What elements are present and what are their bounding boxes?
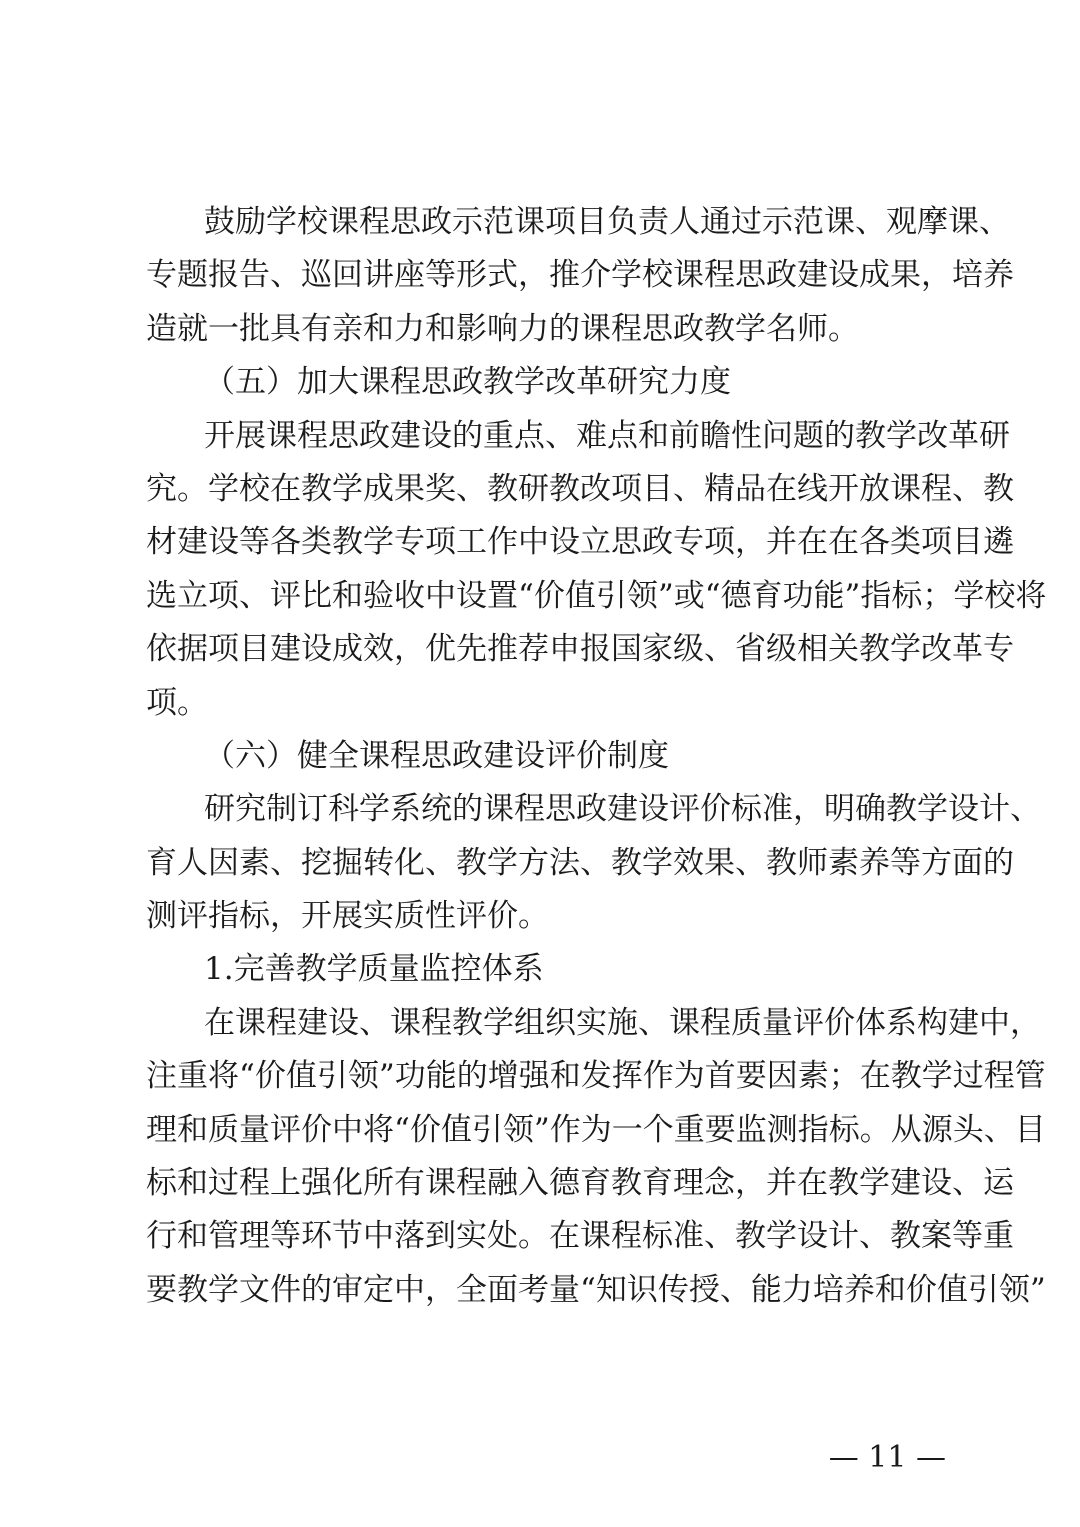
paragraph-line: 材建设等各类教学专项工作中设立思政专项，并在在各类项目遴: [146, 524, 1014, 561]
paragraph-line: 理和质量评价中将“价值引领”作为一个重要监测指标。从源头、目: [146, 1111, 1046, 1148]
document-body: [146, 196, 1047, 1317]
paragraph-line: 研究制订科学系统的课程思政建设评价标准，明确教学设计、: [204, 791, 1041, 828]
paragraph-line: 注重将“价值引领”功能的增强和发挥作为首要因素；在教学过程管: [146, 1058, 1046, 1095]
paragraph-line: 要教学文件的审定中，全面考量“知识传授、能力培养和价值引领”: [146, 1271, 1046, 1308]
paragraph-line: 鼓励学校课程思政示范课项目负责人通过示范课、观摩课、: [204, 204, 1010, 240]
paragraph-line: 造就一批具有亲和力和影响力的课程思政教学名师。: [146, 310, 859, 347]
paragraph-line: 行和管理等环节中落到实处。在课程标准、教学设计、教案等重: [146, 1218, 1014, 1255]
paragraph-line: 选立项、评比和验收中设置“价值引领”或“德育功能”指标；学校将: [146, 577, 1047, 614]
paragraph-line: 项。: [146, 684, 208, 721]
subsection-heading-1: 1.完善教学质量监控体系: [204, 951, 544, 988]
paragraph-line: 开展课程思政建设的重点、难点和前瞻性问题的教学改革研: [204, 417, 1010, 454]
page-number: — 11 —: [828, 1440, 946, 1475]
paragraph-line: 究。学校在教学成果奖、教研教改项目、精品在线开放课程、教: [146, 470, 1014, 507]
paragraph-line: 在课程建设、课程教学组织实施、课程质量评价体系构建中，: [204, 1004, 1041, 1041]
paragraph-line: 育人因素、挖掘转化、教学方法、教学效果、教师素养等方面的: [146, 844, 1014, 881]
paragraph-line: 测评指标，开展实质性评价。: [146, 898, 549, 935]
section-heading-6: （六）健全课程思政建设评价制度: [204, 737, 669, 774]
section-heading-5: （五）加大课程思政教学改革研究力度: [204, 364, 731, 401]
paragraph-line: 标和过程上强化所有课程融入德育教育理念，并在教学建设、运: [146, 1165, 1014, 1202]
paragraph-line: 专题报告、巡回讲座等形式，推介学校课程思政建设成果，培养: [146, 257, 1014, 294]
paragraph-line: 依据项目建设成效，优先推荐申报国家级、省级相关教学改革专: [146, 631, 1014, 668]
